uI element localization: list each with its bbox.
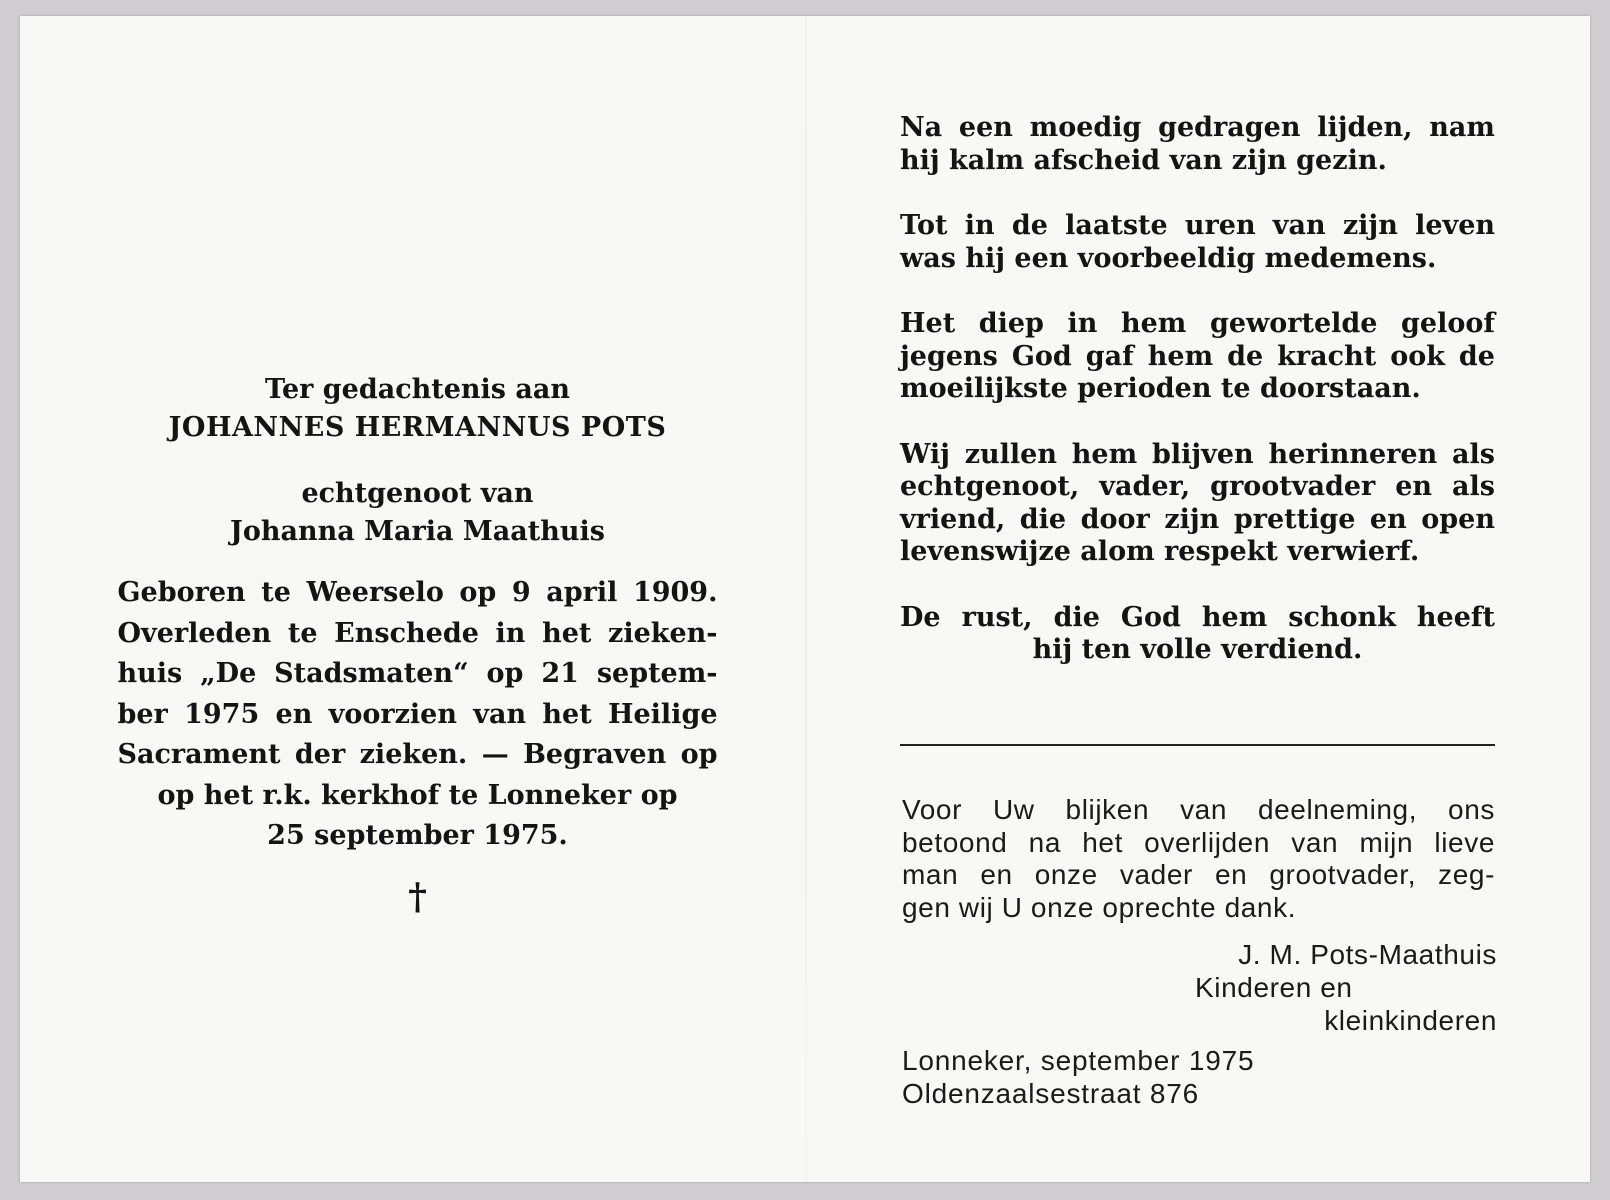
text-line: Voor Uw blijken van deelneming, ons — [902, 794, 1495, 825]
thanks-text — [902, 794, 1495, 924]
text-line: echtgenoot, vader, grootvader en als — [900, 471, 1495, 502]
left-panel — [90, 371, 745, 917]
text-line: De rust, die God hem schonk heeft — [900, 601, 1495, 633]
text-line: Na een moedig gedragen lijden, nam — [900, 112, 1495, 143]
text-line: Tot in de laatste uren van zijn leven — [900, 210, 1495, 241]
signer-line: kleinkinderen — [1324, 1005, 1497, 1036]
text-line: hij ten volle verdiend. — [1032, 634, 1363, 665]
text-line: gen wij U onze oprechte dank. — [902, 891, 1297, 923]
text-line: Wij zullen hem blijven herinneren als — [900, 438, 1495, 470]
text-line: jegens God gaf hem de kracht ook de — [900, 340, 1495, 372]
card-fold — [805, 16, 807, 1182]
cross-icon: † — [408, 875, 427, 918]
paragraph — [900, 210, 1495, 275]
bio-line: Overleden te Enschede in het zieken- — [117, 617, 718, 649]
right-panel — [900, 112, 1495, 700]
signer-line: J. M. Pots-Maathuis — [1238, 939, 1497, 970]
text-line: betoond na het overlijden van mijn lieve — [902, 826, 1495, 858]
address: Oldenzaalsestraat 876 — [902, 1078, 1199, 1109]
biography — [118, 573, 718, 857]
text-line: moeilijkste perioden te doorstaan. — [900, 373, 1421, 404]
paragraph — [900, 602, 1495, 667]
memorial-card — [20, 16, 1590, 1182]
text-line: was hij een voorbeeldig medemens. — [900, 242, 1437, 274]
bio-line: ber 1975 en voorzien van het Heilige — [117, 698, 718, 730]
spouse-name: Johanna Maria Maathuis — [230, 516, 605, 547]
text-line: man en onze vader en grootvader, zeg- — [902, 859, 1495, 890]
bio-line: 25 september 1975. — [267, 820, 568, 851]
place-and-address — [902, 1044, 1322, 1110]
signers — [1195, 938, 1497, 1037]
paragraph — [900, 308, 1495, 406]
bio-line: op het r.k. kerkhof te Lonneker op — [157, 779, 678, 811]
bio-line: Sacrament der zieken. — Begraven op — [117, 739, 718, 770]
spouse-intro: echtgenoot van — [301, 478, 534, 509]
paragraph — [900, 439, 1495, 569]
text-line: hij kalm afscheid van zijn gezin. — [900, 144, 1387, 176]
signer-line: Kinderen en — [1195, 972, 1353, 1003]
paragraph — [900, 112, 1495, 177]
text-line: levenswijze alom respekt verwierf. — [900, 536, 1420, 567]
text-line: Het diep in hem gewortelde geloof — [900, 308, 1495, 339]
text-line: vriend, die door zijn prettige en open — [900, 503, 1495, 535]
memorial-heading: Ter gedachtenis aan — [264, 374, 571, 405]
bio-line: Geboren te Weerselo op 9 april 1909. — [117, 577, 718, 608]
bio-line: huis „De Stadsmaten“ op 21 septem- — [117, 658, 718, 689]
divider-line — [900, 744, 1495, 746]
place-date: Lonneker, september 1975 — [902, 1045, 1255, 1076]
deceased-name: JOHANNES HERMANNUS POTS — [168, 412, 667, 443]
